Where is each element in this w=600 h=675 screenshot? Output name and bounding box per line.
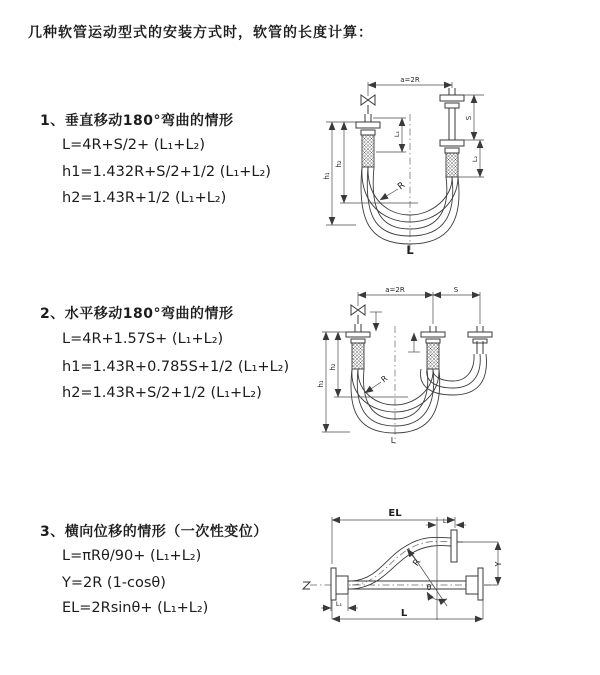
theta-label: θ: [426, 583, 432, 592]
length-label: L: [406, 243, 414, 257]
dim-label-s: S: [465, 115, 473, 121]
dimension-l2: [426, 517, 466, 525]
dim-label-l2: L₂: [442, 517, 450, 525]
radius-construction: [408, 517, 447, 620]
dim-label-l2: L₂: [471, 155, 479, 163]
left-pipe-assembly: [346, 324, 370, 369]
section-3-heading: 3、横向位移的情形（一次性变位）: [40, 524, 268, 540]
dimension-l2: [471, 140, 480, 177]
section-1-formula-L: L=4R+S/2+ (L₁+L₂): [62, 137, 205, 153]
dim-label-l: L: [400, 608, 408, 619]
dim-label-l1: L₁: [335, 600, 343, 608]
section-3-formula-L: L=πRθ/90+ (L₁+L₂): [62, 548, 202, 564]
dimension-l1: [321, 594, 358, 611]
dim-label-el: EL: [388, 508, 402, 519]
dimension-h2: [335, 122, 418, 203]
dim-label-a2r: a=2R: [400, 76, 420, 84]
dimension-h2: [329, 332, 408, 397]
section-2-formula-h2: h2=1.43R+S/2+1/2 (L₁+L₂): [62, 385, 262, 401]
diagram-horizontal-180-bend: [308, 282, 593, 467]
dimension-h1: [317, 332, 350, 432]
radius-label: R: [411, 557, 424, 569]
lower-pipe: [331, 568, 483, 600]
radius-annotation: [407, 549, 423, 568]
dim-label-h1: h₁: [323, 172, 331, 180]
section-1-heading: 1、垂直移动180°弯曲的情形: [40, 113, 234, 129]
diagram-vertical-180-bend: [312, 72, 592, 257]
diagram-lateral-displacement: [300, 502, 600, 647]
upper-flange: [451, 530, 463, 562]
section-2-heading: 2、水平移动180°弯曲的情形: [40, 306, 234, 322]
section-3-formula-Y: Y=2R (1-cosθ): [62, 575, 166, 591]
dim-label-y: Y: [494, 561, 503, 567]
right-pipe-assembly: [440, 88, 464, 177]
section-1-formula-h1: h1=1.432R+S/2+1/2 (L₁+L₂): [62, 164, 271, 180]
page-title: 几种软管运动型式的安装方式时，软管的长度计算：: [28, 25, 373, 41]
dimension-l: [332, 600, 483, 619]
length-label: L: [390, 436, 396, 445]
radius-annotation: [380, 181, 407, 200]
dimension-s: [433, 286, 480, 295]
dim-label-s: S: [453, 286, 459, 294]
radius-label: R: [379, 373, 390, 385]
section-2-formula-L: L=4R+1.57S+ (L₁+L₂): [62, 331, 224, 347]
dim-label-l1: L₁: [393, 130, 401, 138]
valve-icon: [351, 305, 365, 324]
dim-label-h2: h₂: [329, 363, 337, 371]
section-3-formula-EL: EL=2Rsinθ+ (L₁+L₂): [62, 600, 209, 616]
middle-pipe-assembly: [421, 326, 445, 369]
dim-label-h1: h₁: [317, 380, 325, 388]
dimension-a2r: [368, 76, 452, 96]
valve-icon: [361, 95, 375, 114]
dimension-h1: [323, 122, 356, 225]
section-1-formula-h2: h2=1.43R+1/2 (L₁+L₂): [62, 190, 227, 206]
radius-annotation: [365, 374, 390, 393]
radius-label: R: [396, 180, 408, 193]
right-pipe-assembly: [468, 326, 492, 354]
dim-label-a2r: a=2R: [385, 286, 405, 294]
centerline-mark: [303, 582, 310, 589]
left-pipe-assembly: [356, 114, 380, 167]
section-2-formula-h1: h1=1.43R+0.785S+1/2 (L₁+L₂): [62, 359, 290, 375]
dim-label-h2: h₂: [335, 160, 343, 168]
